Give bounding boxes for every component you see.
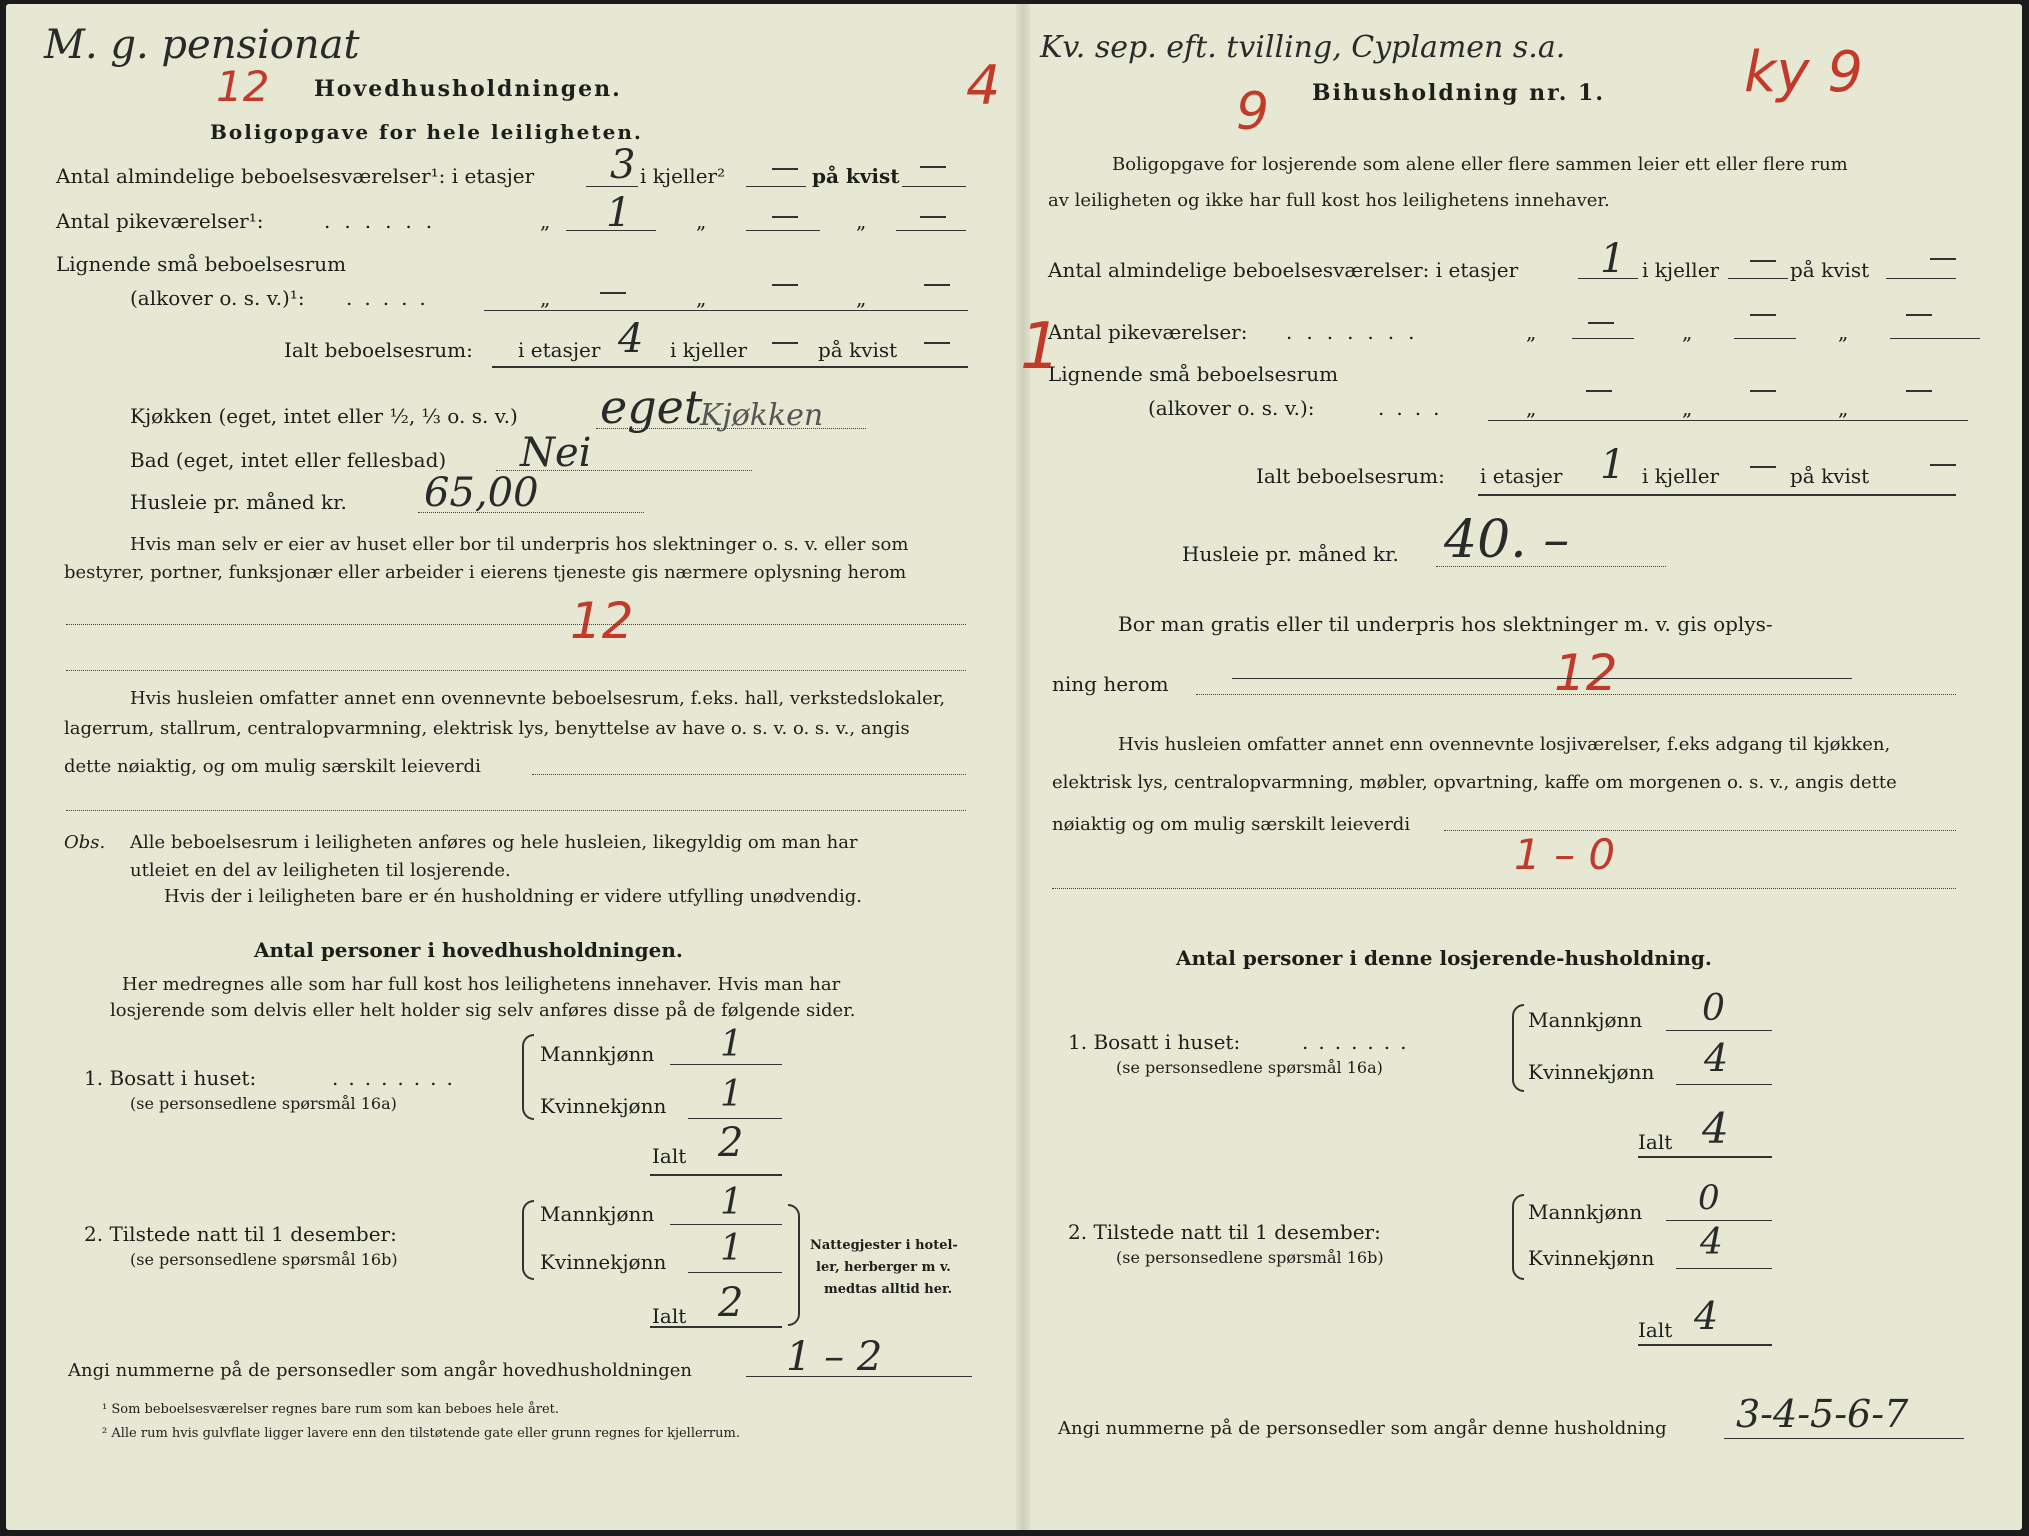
right-q2-mann-label: Mannkjønn [1528,1200,1643,1224]
left-eier-text-2: bestyrer, portner, funksjonær eller arbeider i eierens tjeneste gis nærmere oplysning herom [64,562,907,583]
left-angi-value: 1 – 2 [786,1334,883,1380]
right-husleie-label: Husleie pr. måned kr. [1182,542,1399,566]
right-bor-1: Bor man gratis eller til underpris hos slektninger m. v. gis oplys- [1118,612,1773,636]
right-omfatter-red: 1 – 0 [1514,830,1616,879]
right-intro-1: Boligopgave for losjerende som alene eller flere sammen leier ett eller flere rum [1112,154,1848,175]
right-omfatter-2: elektrisk lys, centralopvarmning, møbler, opvartning, kaffe om morgenen o. s. v., angis dette [1052,772,1897,793]
right-row1-kjeller-label: i kjeller [1642,258,1720,282]
left-title: Hovedhusholdningen. [314,76,622,102]
left-footnote-1: ¹ Som beboelsesværelser regnes bare rum som kan beboes hele året. [102,1402,559,1417]
right-title: Bihusholdning nr. 1. [1312,80,1605,106]
right-row1-etasjer: 1 [1600,236,1626,282]
margin-note-red-9: 9 [1236,82,1270,142]
right-q2-ialt: 4 [1694,1294,1719,1338]
left-q2-kvinne: 1 [720,1228,743,1269]
right-q1-label: 1. Bosatt i huset: [1068,1030,1241,1054]
right-row1-kvist-label: på kvist [1790,258,1870,282]
left-row1-kvist-label: på kvist [812,164,900,188]
left-q2-ialt-label: Ialt [652,1304,687,1328]
right-ialt-kvist-label: på kvist [1790,464,1870,488]
right-row3-label-b: (alkover o. s. v.): [1148,396,1315,420]
left-angi-label: Angi nummerne på de personsedler som angår hovedhusholdningen [68,1360,692,1381]
right-angi-label: Angi nummerne på de personsedler som angår denne husholdning [1058,1418,1667,1439]
margin-note-top-left: M. g. pensionat [44,22,360,68]
right-bor-red: 12 [1554,644,1618,702]
left-obs-2: utleiet en del av leiligheten til losjerende. [130,860,511,881]
right-persons-title: Antal personer i denne losjerende-husholdning. [1176,946,1712,970]
page-fold [1016,4,1030,1530]
left-ialt-etasjer: 4 [618,316,644,362]
right-q1-mann: 0 [1702,988,1725,1029]
right-q1-ialt-label: Ialt [1638,1130,1673,1154]
left-obs-label: Obs. [64,832,106,853]
right-intro-2: av leiligheten og ikke har full kost hos leilighetens innehaver. [1048,190,1610,211]
left-bad-label: Bad (eget, intet eller fellesbad) [130,448,447,472]
left-footnote-2: ² Alle rum hvis gulvflate ligger lavere enn den tilstøtende gate eller grunn regnes for kjellerrum. [102,1426,740,1441]
right-omfatter-1: Hvis husleien omfatter annet enn ovennevnte losjiværelser, f.eks adgang til kjøkken, [1118,734,1891,755]
left-q1-ialt: 2 [718,1120,744,1166]
left-obs-3: Hvis der i leiligheten bare er én husholdning er videre utfylling unødvendig. [164,886,863,907]
right-q2-kvinne: 4 [1700,1222,1723,1263]
right-q2-ialt-label: Ialt [1638,1318,1673,1342]
left-kjokken-value: eget [600,380,703,434]
left-persons-text-2: losjerende som delvis eller helt holder sig selv anføres disse på de følgende sider. [110,1000,856,1021]
right-angi-value: 3-4-5-6-7 [1736,1392,1909,1436]
left-eier-text-1: Hvis man selv er eier av huset eller bor til underpris hos slektninger o. s. v. eller som [130,534,909,555]
left-subtitle: Boligopgave for hele leiligheten. [210,120,643,144]
left-q2-kvinne-label: Kvinnekjønn [540,1250,667,1274]
right-q1-mann-label: Mannkjønn [1528,1008,1643,1032]
left-persons-title: Antal personer i hovedhusholdningen. [254,938,683,962]
right-ialt-etasjer-label: i etasjer [1480,464,1563,488]
left-row2-label: Antal pikeværelser¹: [56,209,264,233]
left-row1-etasjer: 3 [610,142,636,188]
left-row3-label-b: (alkover o. s. v.)¹: [130,286,305,310]
right-q1-kvinne: 4 [1704,1036,1729,1080]
right-ialt-label: Ialt beboelsesrum: [1256,464,1445,488]
left-kjokken-extra: Kjøkken [700,398,824,433]
left-persons-text-1: Her medregnes alle som har full kost hos leilighetens innehaver. Hvis man har [122,974,841,995]
right-row1-label: Antal almindelige beboelsesværelser: i etasjer [1048,258,1519,282]
left-q1-kvinne-label: Kvinnekjønn [540,1094,667,1118]
left-eier-red: 12 [570,592,634,650]
left-omfatter-3: dette nøiaktig, og om mulig særskilt leieverdi [64,756,481,777]
left-row1-kjeller-label: i kjeller² [640,164,726,188]
left-q1-sub: (se personsedlene spørsmål 16a) [130,1094,397,1113]
left-bad-value: Nei [520,430,592,476]
left-row2-etasjer: 1 [606,190,632,236]
left-q2-mann-label: Mannkjønn [540,1202,655,1226]
left-ialt-kjeller-label: i kjeller [670,338,748,362]
right-ialt-kjeller-label: i kjeller [1642,464,1720,488]
margin-note-red-ky9: ky 9 [1744,40,1863,105]
left-row1-label: Antal almindelige beboelsesværelser¹: i etasjer [56,164,535,188]
right-q1-ialt: 4 [1702,1104,1729,1153]
right-q2-label: 2. Tilstede natt til 1 desember: [1068,1220,1381,1244]
right-omfatter-3: nøiaktig og om mulig særskilt leieverdi [1052,814,1411,835]
left-ialt-etasjer-label: i etasjer [518,338,601,362]
right-row3-label-a: Lignende små beboelsesrum [1048,362,1339,386]
left-nattegjester-1: Nattegjester i hotel- [810,1238,958,1253]
left-q2-label: 2. Tilstede natt til 1 desember: [84,1222,397,1246]
left-omfatter-2: lagerrum, stallrum, centralopvarmning, elektrisk lys, benyttelse av have o. s. v. o. s. v., angis [64,718,910,739]
right-q1-kvinne-label: Kvinnekjønn [1528,1060,1655,1084]
right-red-mark: 1 [1020,310,1061,384]
right-q2-kvinne-label: Kvinnekjønn [1528,1246,1655,1270]
left-nattegjester-2: ler, herberger m v. [816,1260,951,1275]
margin-note-top-right: Kv. sep. eft. tvilling, Cyplamen s.a. [1040,30,1566,65]
right-q2-sub: (se personsedlene spørsmål 16b) [1116,1248,1384,1267]
left-kjokken-label: Kjøkken (eget, intet eller ½, ⅓ o. s. v.) [130,404,518,428]
left-nattegjester-3: medtas alltid her. [824,1282,953,1297]
left-husleie-value: 65,00 [424,470,539,516]
right-q1-sub: (se personsedlene spørsmål 16a) [1116,1058,1383,1077]
left-q2-ialt: 2 [718,1280,744,1326]
left-obs-1: Alle beboelsesrum i leiligheten anføres og hele husleien, likegyldig om man har [130,832,858,853]
left-q1-mann: 1 [720,1024,743,1065]
right-bor-2: ning herom [1052,672,1169,696]
margin-note-number: 12 [216,62,270,111]
left-row3-label-a: Lignende små beboelsesrum [56,252,347,276]
right-q2-mann: 0 [1698,1178,1720,1218]
left-omfatter-1: Hvis husleien omfatter annet enn ovennevnte beboelsesrum, f.eks. hall, verkstedslokaler, [130,688,946,709]
left-q1-label: 1. Bosatt i huset: [84,1066,257,1090]
census-form-sheet: M. g. pensionat 12 4 Kv. sep. eft. tvilling, Cyplamen s.a. 9 ky 9 Hovedhusholdningen. Boligopgave for hele leiligheten. Antal almindelige beboelsesværelser¹: i etasjer 3 i kjeller² på kvist Antal pikeværelser¹: ...... „ 1 „ „ Lignende små beboelsesrum (alkover o. s. v.)¹: ..... „ „ „ Ialt beboelsesrum: i etasjer 4 i kjeller på kvist Kjøkken (eget, intet eller ½, ⅓ o. s. v.) eget Kjøkken Bad (eget, intet eller fellesbad) Nei Husleie pr. måned kr. 65,00 Hvis man selv er eier av huset eller bor til underpris hos slektninger o. s. v. eller som bestyrer, portner, funksjonær eller arbeider i eierens tjeneste gis nærmere oplysning herom 12 Hvis husleien omfatter annet enn ovennevnte beboelsesrum, f.eks. hall, verkstedslokaler, lagerrum, stallrum, centralopvarmning, elektrisk lys, benyttelse av have o. s. v. o. s. v., angis dette nøiaktig, og om mulig særskilt leieverdi Obs. Alle beboelsesrum i leiligheten anføres og hele husleien, likegyldig om man har utleiet en del av leiligheten til losjerende. Hvis der i leiligheten bare er én husholdning er videre utfylling unødvendig. Antal personer i hovedhusholdningen. Her medregnes alle som har full kost hos leilighetens innehaver. Hvis man har losjerende som delvis eller helt holder sig selv anføres disse på de følgende sider. 1. Bosatt i huset: ........ (se personsedlene spørsmål 16a) Mannkjønn 1 Kvinnekjønn 1 Ialt 2 2. Tilstede natt til 1 desember: (se personsedlene spørsmål 16b) Mannkjønn 1 Kvinnekjønn 1 Ialt 2 Nattegjester i hotel- ler, herberger m v. medtas alltid her. Angi nummerne på de personsedler som angår hovedhusholdningen 1 – 2 ¹ Som beboelsesværelser regnes bare rum som kan beboes hele året. ² Alle rum hvis gulvflate ligger lavere enn den tilstøtende gate eller grunn regnes for kjellerrum. Bihusholdning nr. 1. Boligopgave for losjerende som alene eller flere sammen leier ett eller flere rum av leiligheten og ikke har full kost hos leilighetens innehaver. 1 Antal almindelige beboelsesværelser: i etasjer 1 i kjeller på kvist Antal pikeværelser: ....... „ „ „ Lignende små beboelsesrum (alkover o. s. v.): .... „ „ „ Ialt beboelsesrum: i etasjer 1 i kjeller på kvist Husleie pr. måned kr. 40. – Bor man gratis eller til underpris hos slektninger m. v. gis oplys- ning herom 12 Hvis husleien omfatter annet enn ovennevnte losjiværelser, f.eks adgang til kjøkken, elektrisk lys, centralopvarmning, møbler, opvartning, kaffe om morgenen o. s. v., angis dette nøiaktig og om mulig særskilt leieverdi 1 – 0 Antal personer i denne losjerende-husholdning. 1. Bosatt i huset: ....... (se personsedlene spørsmål 16a) Mannkjønn 0 Kvinnekjønn 4 Ialt 4 2. Tilstede natt til 1 desember: (se personsedlene spørsmål 16b) Mannkjønn 0 Kvinnekjønn 4 Ialt 4 Angi nummerne på de personsedler som angår denne husholdning 3-4-5-6-7 [6,4,2022,1530]
left-q1-kvinne: 1 [720,1074,743,1115]
left-husleie-label: Husleie pr. måned kr. [130,490,347,514]
left-q2-mann: 1 [720,1182,743,1223]
left-q2-sub: (se personsedlene spørsmål 16b) [130,1250,398,1269]
right-row2-label: Antal pikeværelser: [1048,320,1248,344]
right-ialt-etasjer: 1 [1600,442,1626,488]
left-q1-ialt-label: Ialt [652,1144,687,1168]
left-q1-mann-label: Mannkjønn [540,1042,655,1066]
right-husleie-value: 40. – [1444,510,1570,570]
margin-note-red-4: 4 [966,54,1001,117]
left-ialt-kvist-label: på kvist [818,338,898,362]
left-ialt-label: Ialt beboelsesrum: [284,338,473,362]
